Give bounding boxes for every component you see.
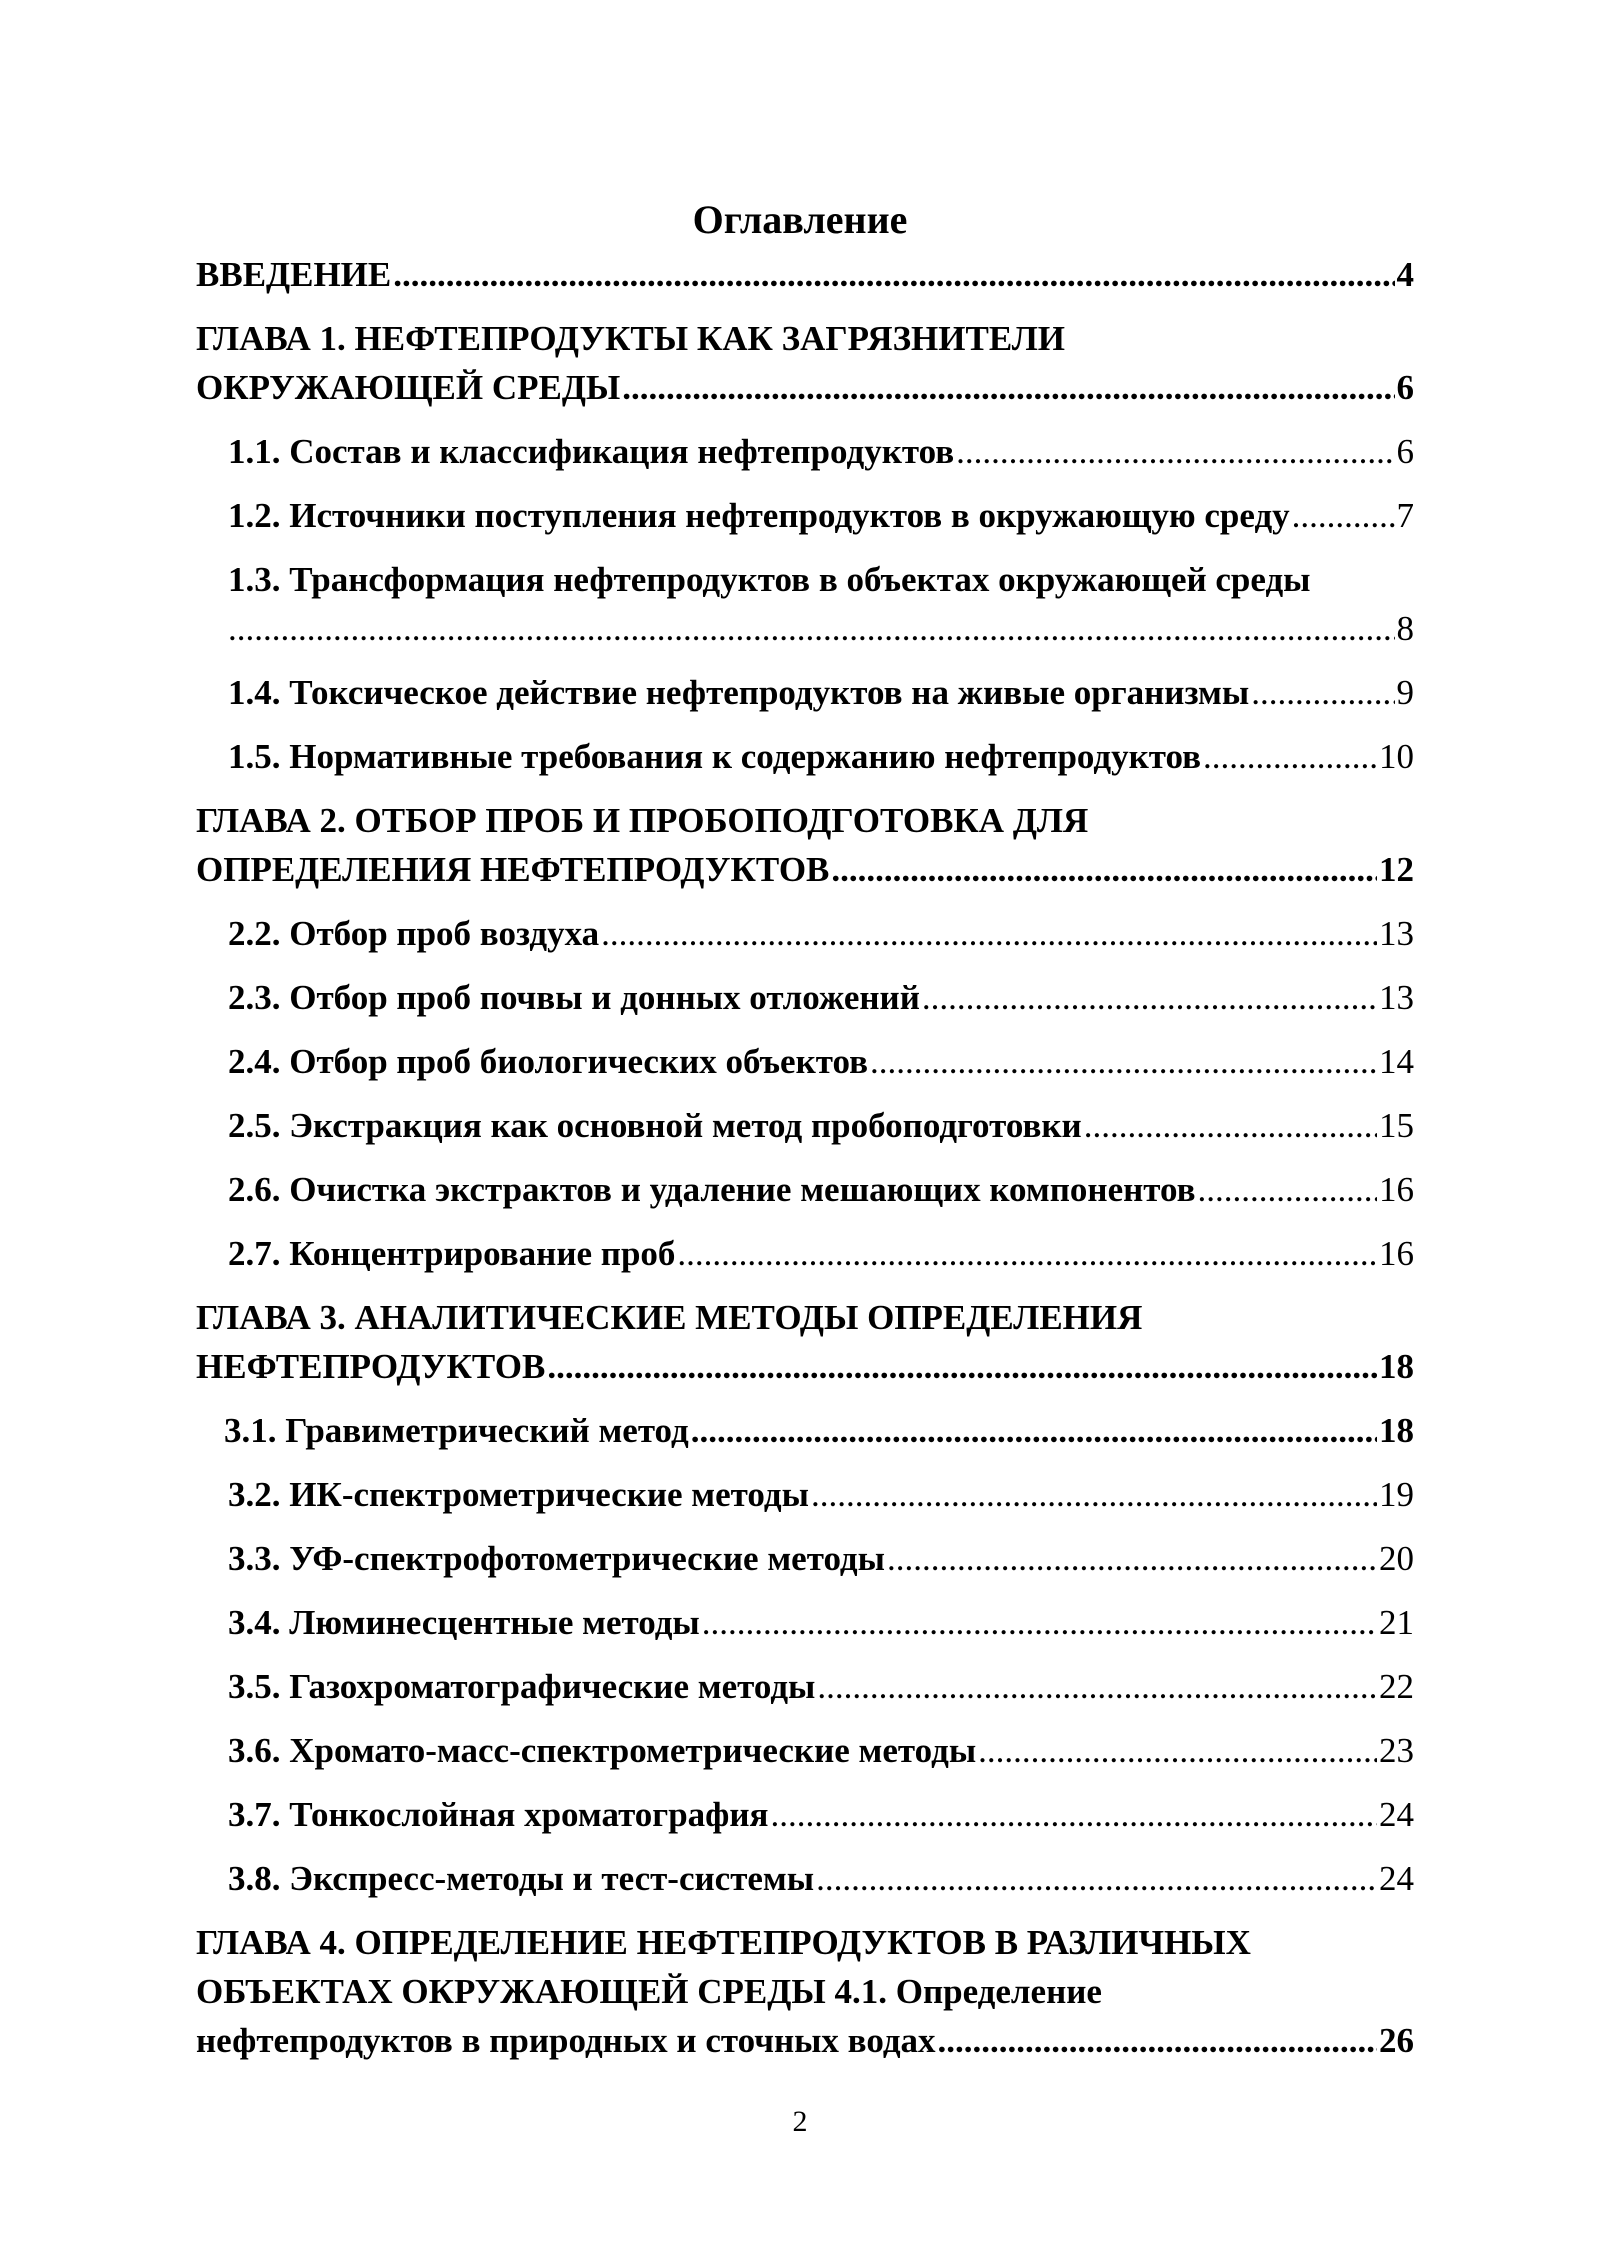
leader-dots [922,973,1377,1022]
toc-entry-chapter-3[interactable] [196,1342,1414,1391]
toc-entry-label: 3.6. Хромато-масс-спектрометрические методы [228,1731,977,1770]
toc-entry-1-3-line: 1.3. Трансформация нефтепродуктов в объектах окружающей среды [228,560,1311,599]
toc-page-number: 20 [1379,1539,1414,1578]
toc-page-number: 19 [1379,1475,1414,1514]
toc-page-number: 23 [1379,1731,1414,1770]
leader-dots [1084,1101,1377,1150]
leader-dots [547,1342,1377,1391]
toc-entry-3-2[interactable] [196,1470,1414,1519]
toc-entry-1-2[interactable] [196,491,1414,540]
toc-entry-2-2[interactable] [196,909,1414,958]
leader-dots [978,1726,1377,1775]
toc-entry-3-7[interactable] [196,1790,1414,1839]
toc-entry-label: НЕФТЕПРОДУКТОВ [196,1347,546,1386]
leader-dots [691,1406,1377,1455]
leader-dots [702,1598,1377,1647]
toc-entry-1-5[interactable] [196,732,1414,781]
toc-entry-label: 2.2. Отбор проб воздуха [228,914,600,953]
toc-entry-2-4[interactable] [196,1037,1414,1086]
leader-dots [393,250,1394,299]
toc-entry-chapter-1[interactable] [196,363,1414,412]
toc-entry-label: 1.2. Источники поступления нефтепродуктов в окружающую среду [228,496,1290,535]
toc-entry-2-5[interactable] [196,1101,1414,1150]
toc-chapter-4-line-2: ОБЪЕКТАХ ОКРУЖАЮЩЕЙ СРЕДЫ 4.1. Определение [196,1972,1102,2011]
leader-dots [622,363,1394,412]
leader-dots [1292,491,1395,540]
toc-entry-label: 2.7. Концентрирование проб [228,1234,676,1273]
toc-page-number: 4 [1396,255,1414,294]
leader-dots [811,1470,1377,1519]
leader-dots [1251,668,1394,717]
leader-dots [956,427,1394,476]
toc-page-number: 22 [1379,1667,1414,1706]
toc-page-number: 6 [1396,432,1414,471]
leader-dots [1203,732,1377,781]
toc-page-number: 18 [1379,1411,1414,1450]
toc-page-number: 14 [1379,1042,1414,1081]
toc-entry-label: 2.5. Экстракция как основной метод пробоподготовки [228,1106,1082,1145]
leader-dots [817,1662,1377,1711]
toc-entry-label: нефтепродуктов в природных и сточных водах [196,2021,936,2060]
page-number: 2 [792,2105,808,2138]
toc-page-number: 10 [1379,737,1414,776]
leader-dots [938,2016,1377,2065]
toc-entry-label: 3.5. Газохроматографические методы [228,1667,816,1706]
toc-chapter-2-line: ГЛАВА 2. ОТБОР ПРОБ И ПРОБОПОДГОТОВКА ДЛЯ [196,801,1089,840]
toc-entry-2-6[interactable] [196,1165,1414,1214]
toc-entry-label: 3.3. УФ-спектрофотометрические методы [228,1539,885,1578]
toc-entry-chapter-2[interactable] [196,845,1414,894]
toc-entry-label: 3.4. Люминесцентные методы [228,1603,700,1642]
toc-chapter-3-line: ГЛАВА 3. АНАЛИТИЧЕСКИЕ МЕТОДЫ ОПРЕДЕЛЕНИЯ [196,1298,1143,1337]
toc-entry-2-7[interactable] [196,1229,1414,1278]
toc-page-number: 24 [1379,1859,1414,1898]
toc-entry-1-1[interactable] [196,427,1414,476]
table-of-contents [196,250,1414,2065]
toc-entry-3-4[interactable] [196,1598,1414,1647]
toc-entry-1-3[interactable] [196,604,1414,653]
toc-page-number: 21 [1379,1603,1414,1642]
toc-entry-label: 1.4. Токсическое действие нефтепродуктов на живые организмы [228,673,1250,712]
toc-page-number: 9 [1396,673,1414,712]
leader-dots [870,1037,1377,1086]
toc-entry-3-1[interactable] [196,1406,1414,1455]
leader-dots [1198,1165,1377,1214]
toc-entry-intro[interactable] [196,250,1414,299]
toc-entry-label: ВВЕДЕНИЕ [196,255,392,294]
leader-dots [770,1790,1377,1839]
toc-entry-2-3[interactable] [196,973,1414,1022]
toc-entry-3-3[interactable] [196,1534,1414,1583]
leader-dots [831,845,1377,894]
toc-entry-label: 2.4. Отбор проб биологических объектов [228,1042,869,1081]
toc-entry-label: 2.3. Отбор проб почвы и донных отложений [228,978,920,1017]
toc-entry-1-4[interactable] [196,668,1414,717]
toc-entry-3-8[interactable] [196,1854,1414,1903]
toc-entry-label: ОКРУЖАЮЩЕЙ СРЕДЫ [196,368,621,407]
toc-page-number: 6 [1396,368,1414,407]
toc-page-number: 18 [1379,1347,1414,1386]
toc-page-number: 24 [1379,1795,1414,1834]
toc-page-number: 15 [1379,1106,1414,1145]
toc-page-number: 13 [1379,914,1414,953]
toc-page-number: 26 [1379,2021,1414,2060]
toc-page-number: 13 [1379,978,1414,1017]
toc-entry-3-5[interactable] [196,1662,1414,1711]
leader-dots [887,1534,1377,1583]
leader-dots [228,604,1395,653]
toc-entry-label: 3.8. Экспресс-методы и тест-системы [228,1859,815,1898]
toc-entry-chapter-4[interactable] [196,2016,1414,2065]
toc-entry-label: 3.7. Тонкослойная хроматография [228,1795,769,1834]
toc-entry-label: 3.1. Гравиметрический метод [224,1411,689,1450]
toc-title: Оглавление [692,197,908,242]
toc-page-number: 16 [1379,1170,1414,1209]
toc-entry-label: 3.2. ИК-спектрометрические методы [228,1475,809,1514]
toc-entry-3-6[interactable] [196,1726,1414,1775]
toc-entry-label: ОПРЕДЕЛЕНИЯ НЕФТЕПРОДУКТОВ [196,850,830,889]
leader-dots [601,909,1377,958]
toc-entry-label: 2.6. Очистка экстрактов и удаление мешающих компонентов [228,1170,1196,1209]
leader-dots [816,1854,1377,1903]
toc-entry-label: 1.5. Нормативные требования к содержанию нефтепродуктов [228,737,1202,776]
leader-dots [677,1229,1377,1278]
toc-page-number: 8 [1396,609,1414,648]
toc-page-number: 16 [1379,1234,1414,1273]
toc-page-number: 12 [1379,850,1414,889]
toc-page-number: 7 [1396,496,1414,535]
toc-entry-label: 1.1. Состав и классификация нефтепродуктов [228,432,955,471]
toc-chapter-4-line-1: ГЛАВА 4. ОПРЕДЕЛЕНИЕ НЕФТЕПРОДУКТОВ В РАЗЛИЧНЫХ [196,1923,1251,1962]
toc-chapter-1-line: ГЛАВА 1. НЕФТЕПРОДУКТЫ КАК ЗАГРЯЗНИТЕЛИ [196,319,1066,358]
